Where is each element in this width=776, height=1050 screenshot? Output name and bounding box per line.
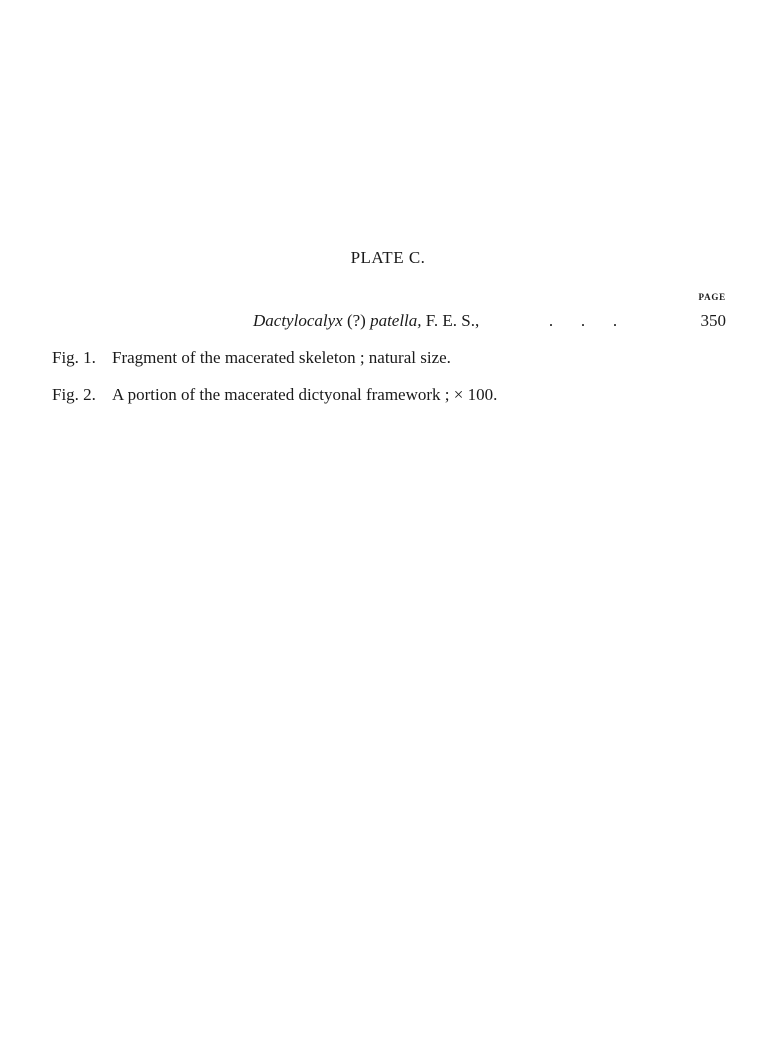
figure-caption-1 <box>52 348 451 368</box>
figure-label: Fig. 1. <box>52 348 96 367</box>
species-name <box>253 311 479 331</box>
figure-caption-text: Fragment of the macerated skeleton ; natural size. <box>112 348 451 367</box>
query-mark: (?) <box>346 311 366 330</box>
genus-name: Dactylocalyx <box>253 311 343 330</box>
page-column-label: PAGE <box>698 292 726 302</box>
page-number: 350 <box>700 311 726 330</box>
dot-leader: . <box>580 311 586 330</box>
figure-label: Fig. 2. <box>52 385 96 404</box>
figure-caption-2 <box>52 385 497 405</box>
species-entry <box>0 311 726 333</box>
dot-leaders <box>535 311 685 331</box>
author-abbreviation: F. E. S., <box>425 311 480 330</box>
plate-title: PLATE C. <box>350 248 426 267</box>
species-epithet: patella, <box>370 311 422 330</box>
figure-caption-text: A portion of the macerated dictyonal framework ; × 100. <box>112 385 498 404</box>
dot-leader: . <box>548 311 554 330</box>
dot-leader: . <box>612 311 618 330</box>
